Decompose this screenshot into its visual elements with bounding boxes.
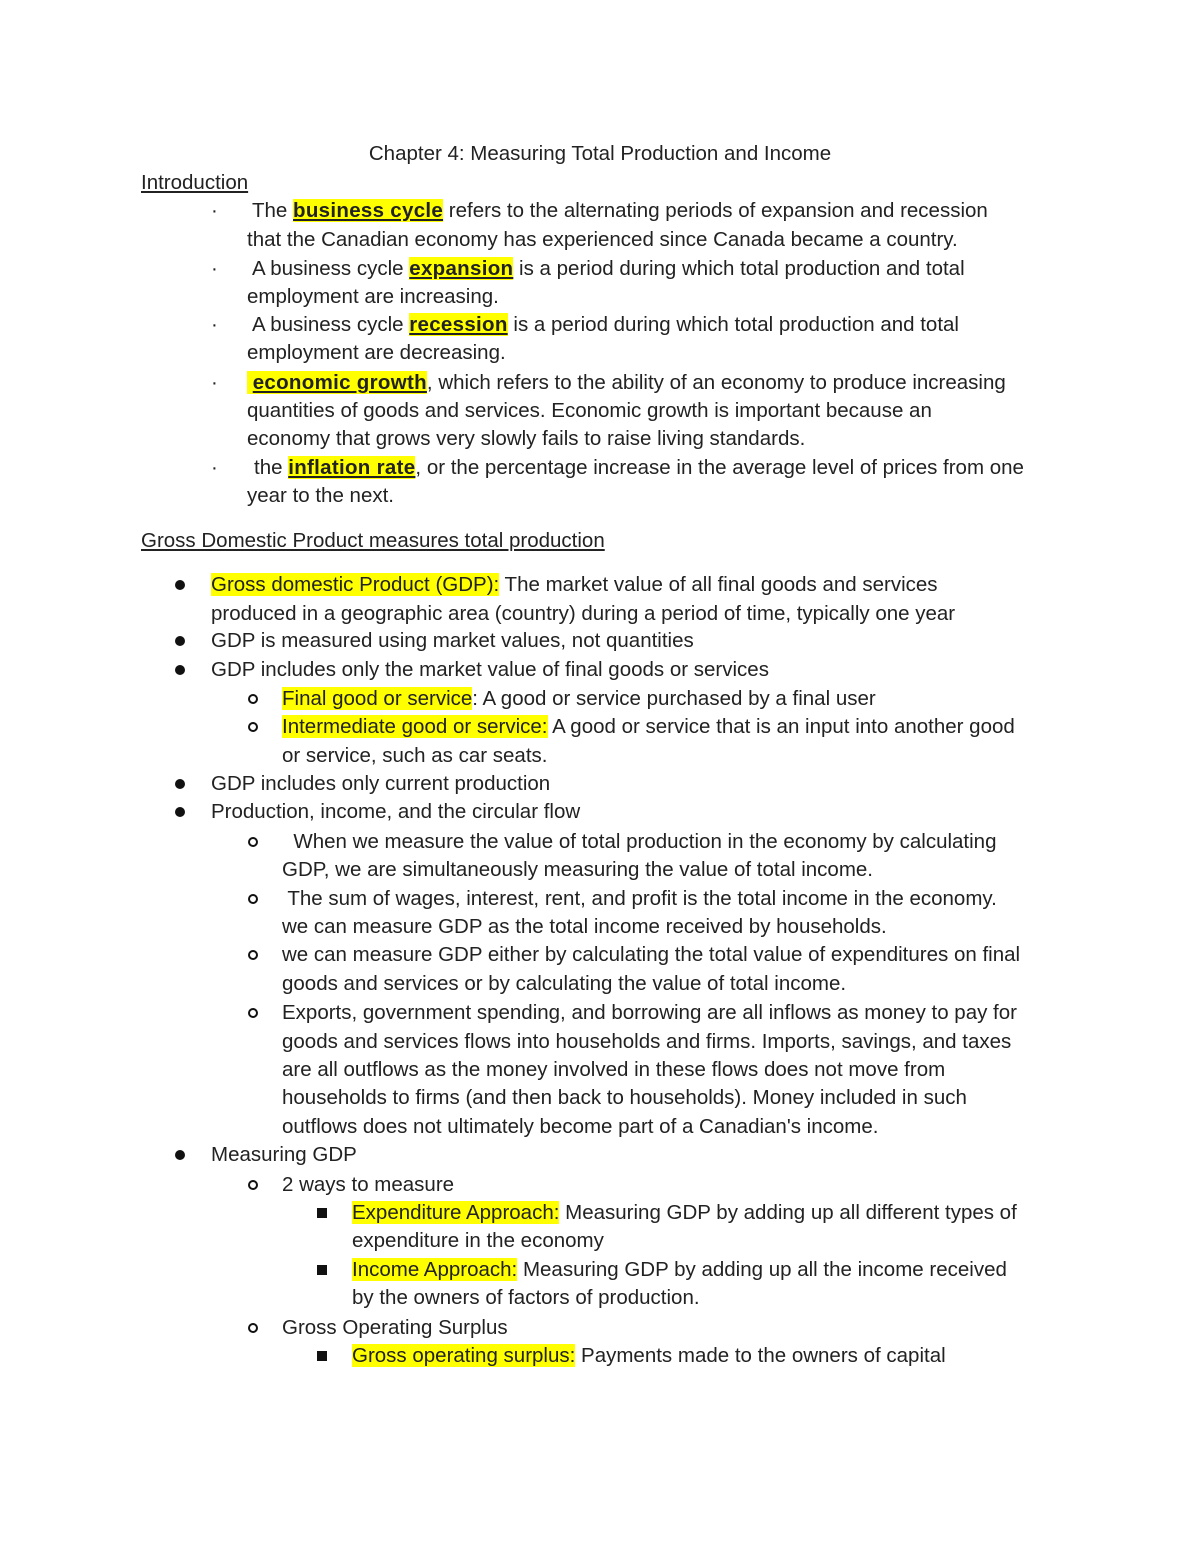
gross-operating-surplus-definition: Gross operating surplus: Payments made to the owners of capital (352, 1344, 946, 1367)
circular-flow-point: The sum of wages, interest, rent, and profit is the total income in the economy. (282, 887, 997, 910)
circular-flow: Production, income, and the circular flow (211, 800, 581, 823)
term-final-good: Final good or service (282, 687, 473, 710)
intro-item-line: employment are decreasing. (247, 341, 506, 364)
final-good-definition: Final good or service: A good or service purchased by a final user (282, 687, 876, 710)
income-approach: Income Approach: Measuring GDP by adding up all the income received (352, 1258, 1007, 1281)
circular-flow-line: are all outflows as the money involved in these flows does not move from (282, 1058, 946, 1081)
page-title: Chapter 4: Measuring Total Production and Income (368, 142, 832, 165)
expenditure-approach-line: expenditure in the economy (352, 1229, 604, 1252)
circular-flow-line: we can measure GDP as the total income received by households. (282, 915, 887, 938)
filled-bullet (175, 807, 185, 817)
expenditure-approach: Expenditure Approach: Measuring GDP by adding up all different types of (352, 1201, 1017, 1224)
intro-item-line: economy that grows very slowly fails to raise living standards. (247, 427, 806, 450)
bullet-dot: · (211, 257, 218, 280)
term-intermediate-good: Intermediate good or service: (282, 715, 548, 738)
hollow-bullet (248, 1180, 258, 1190)
term-gdp: Gross domestic Product (GDP): (211, 573, 500, 596)
measuring-gdp: Measuring GDP (211, 1143, 357, 1166)
circular-flow-line: goods and services flows into households and firms. Imports, savings, and taxes (282, 1030, 1012, 1053)
intro-item-expansion: A business cycle expansion is a period during which total production and total (252, 257, 965, 280)
two-ways-to-measure: 2 ways to measure (282, 1173, 455, 1196)
circular-flow-point: Exports, government spending, and borrowing are all inflows as money to pay for (282, 1001, 1017, 1024)
income-approach-line: by the owners of factors of production. (352, 1286, 700, 1309)
bullet-dot: · (211, 313, 218, 336)
intro-item-economic-growth: economic growth, which refers to the ability of an economy to produce increasing (247, 370, 1006, 396)
hollow-bullet (248, 722, 258, 732)
term-gross-operating-surplus: Gross operating surplus: (352, 1344, 576, 1367)
intro-item-line: that the Canadian economy has experienced since Canada became a country. (247, 228, 958, 251)
square-bullet (317, 1265, 327, 1275)
intro-item-recession: A business cycle recession is a period during which total production and total (252, 313, 959, 336)
filled-bullet (175, 636, 185, 646)
filled-bullet (175, 779, 185, 789)
filled-bullet (175, 1150, 185, 1160)
intro-item-line: quantities of goods and services. Economic growth is important because an (247, 399, 932, 422)
square-bullet (317, 1351, 327, 1361)
circular-flow-line: outflows does not ultimately become part of a Canadian's income. (282, 1115, 879, 1138)
gdp-final-only: GDP includes only the market value of final goods or services (211, 658, 769, 681)
term-business-cycle: business cycle (293, 199, 444, 222)
filled-bullet (175, 580, 185, 590)
circular-flow-line: households to firms (and then back to households). Money included in such (282, 1086, 967, 1109)
hollow-bullet (248, 950, 258, 960)
circular-flow-line: GDP, we are simultaneously measuring the value of total income. (282, 858, 874, 881)
intro-item-line: year to the next. (247, 484, 395, 507)
gross-operating-surplus-heading: Gross Operating Surplus (282, 1316, 508, 1339)
section-heading-introduction: Introduction (141, 171, 249, 194)
term-economic-growth: economic growth (252, 371, 427, 394)
gdp-current-production: GDP includes only current production (211, 772, 551, 795)
intro-item-line: employment are increasing. (247, 285, 499, 308)
intro-item-business-cycle: The business cycle refers to the alternating periods of expansion and recession (252, 199, 988, 222)
term-inflation-rate: inflation rate (288, 456, 416, 479)
hollow-bullet (248, 894, 258, 904)
term-expansion: expansion (409, 257, 514, 280)
circular-flow-point: we can measure GDP either by calculating the total value of expenditures on final (282, 943, 1021, 966)
term-expenditure-approach: Expenditure Approach: (352, 1201, 560, 1224)
circular-flow-point: When we measure the value of total production in the economy by calculating (282, 830, 997, 853)
circular-flow-line: goods and services or by calculating the value of total income. (282, 972, 847, 995)
section-heading-gdp: Gross Domestic Product measures total production (141, 529, 605, 552)
intermediate-good-definition: Intermediate good or service: A good or service that is an input into another good (282, 715, 1015, 738)
gdp-definition: Gross domestic Product (GDP): The market value of all final goods and services (211, 573, 938, 596)
hollow-bullet (248, 694, 258, 704)
bullet-dot: · (211, 371, 218, 394)
gdp-market-values: GDP is measured using market values, not quantities (211, 629, 694, 652)
filled-bullet (175, 665, 185, 675)
bullet-dot: · (211, 456, 218, 479)
term-income-approach: Income Approach: (352, 1258, 518, 1281)
intermediate-good-line: or service, such as car seats. (282, 744, 548, 767)
gdp-definition-line: produced in a geographic area (country) during a period of time, typically one year (211, 602, 956, 625)
hollow-bullet (248, 1008, 258, 1018)
intro-item-inflation-rate: the inflation rate, or the percentage increase in the average level of prices from one (254, 456, 1024, 479)
hollow-bullet (248, 837, 258, 847)
bullet-dot: · (211, 199, 218, 222)
square-bullet (317, 1208, 327, 1218)
hollow-bullet (248, 1323, 258, 1333)
term-recession: recession (409, 313, 508, 336)
